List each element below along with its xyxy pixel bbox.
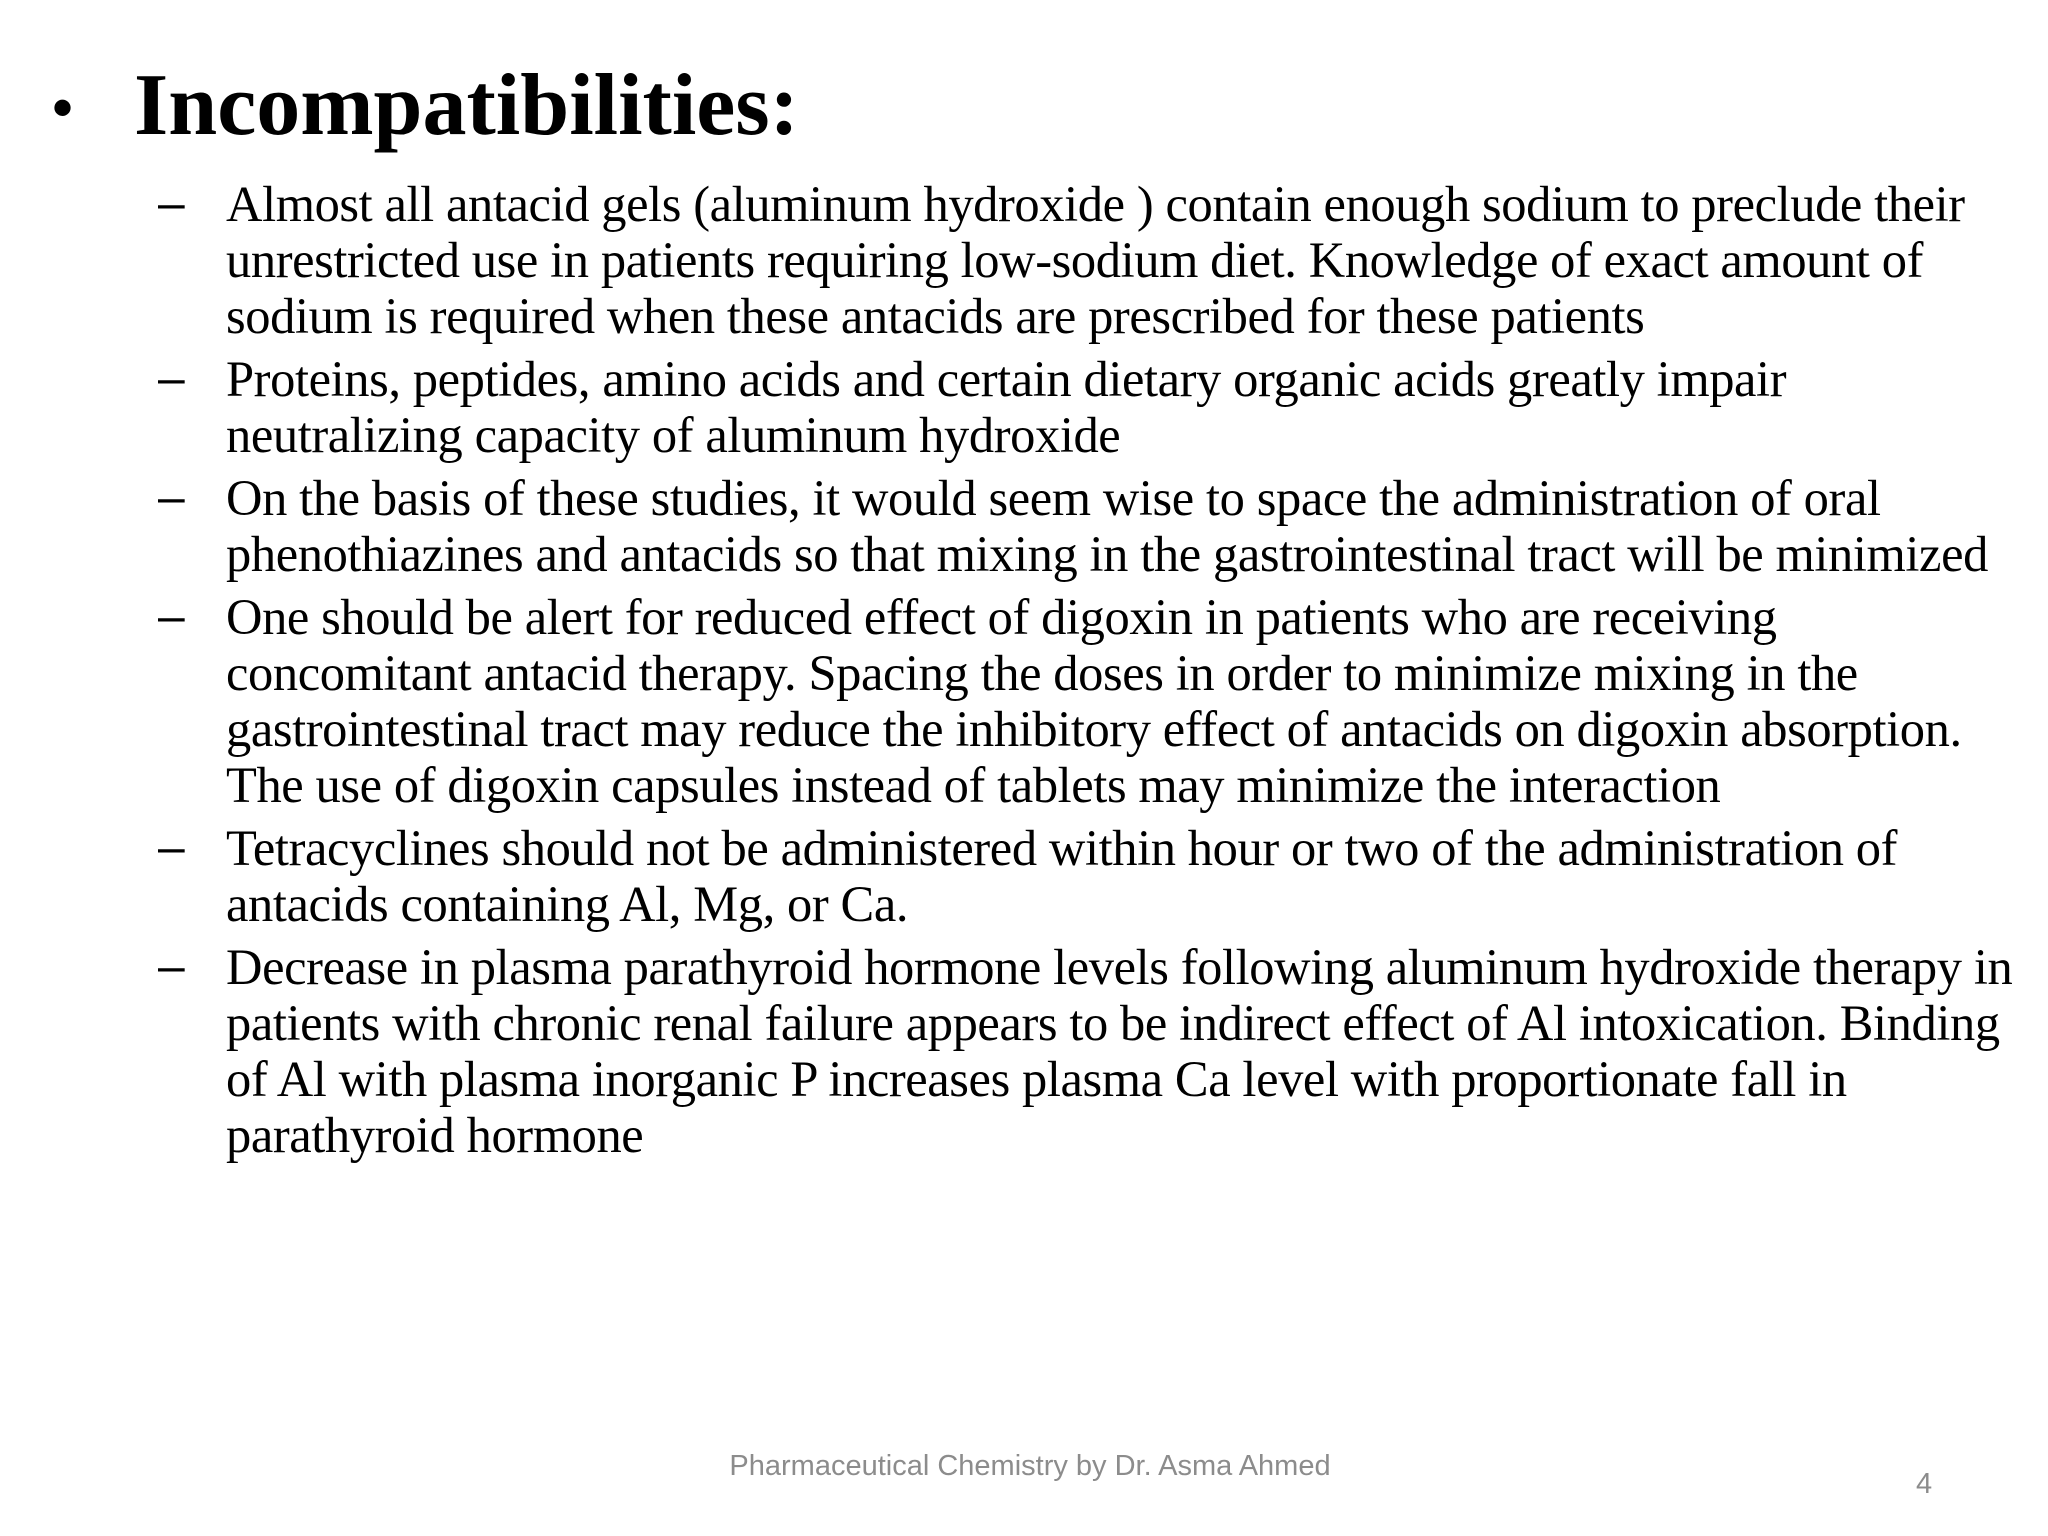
list-item-text: One should be alert for reduced effect of digoxin in patients who are receiving concomitant antacid therapy. Spacing the doses in order to minimize mixing in the gastrointestinal tract may reduce the inhibitory effect of antacids on digoxin absorption. The use of digoxin capsules instead of tablets may minimize the interaction xyxy=(226,589,1962,813)
slide-number: 4 xyxy=(1916,1468,1933,1500)
dash-icon: – xyxy=(158,471,185,524)
slide-footer: Pharmaceutical Chemistry by Dr. Asma Ahmed xyxy=(729,1450,1331,1482)
dash-icon: – xyxy=(158,177,185,230)
list-item xyxy=(158,470,2018,582)
list-item-text: Almost all antacid gels (aluminum hydroxide ) contain enough sodium to preclude their unrestricted use in patients requiring low-sodium diet. Knowledge of exact amount of sodium is required when these antacids are prescribed for these patients xyxy=(226,176,1965,344)
list-item xyxy=(158,351,2018,463)
list-item-text: On the basis of these studies, it would seem wise to space the administration of oral phenothiazines and antacids so that mixing in the gastrointestinal tract will be minimized xyxy=(226,470,1988,582)
dash-icon: – xyxy=(158,590,185,643)
list-item-text: Proteins, peptides, amino acids and certain dietary organic acids greatly impair neutralizing capacity of aluminum hydroxide xyxy=(226,351,1787,463)
slide-title: Incompatibilities: xyxy=(134,57,799,154)
bullet-list xyxy=(158,176,2018,1170)
list-item xyxy=(158,820,2018,932)
list-item xyxy=(158,939,2018,1163)
list-item-text: Decrease in plasma parathyroid hormone levels following aluminum hydroxide therapy in patients with chronic renal failure appears to be indirect effect of Al intoxication. Binding of Al with plasma inorganic P increases plasma Ca level with proportionate fall in parathyroid hormone xyxy=(226,939,2013,1163)
dash-icon: – xyxy=(158,352,185,405)
list-item xyxy=(158,176,2018,344)
dash-icon: – xyxy=(158,940,185,993)
bullet-icon: • xyxy=(52,74,74,141)
dash-icon: – xyxy=(158,821,185,874)
slide-heading xyxy=(52,57,799,154)
list-item-text: Tetracyclines should not be administered within hour or two of the administration of antacids containing Al, Mg, or Ca. xyxy=(226,820,1898,932)
list-item xyxy=(158,589,2018,813)
